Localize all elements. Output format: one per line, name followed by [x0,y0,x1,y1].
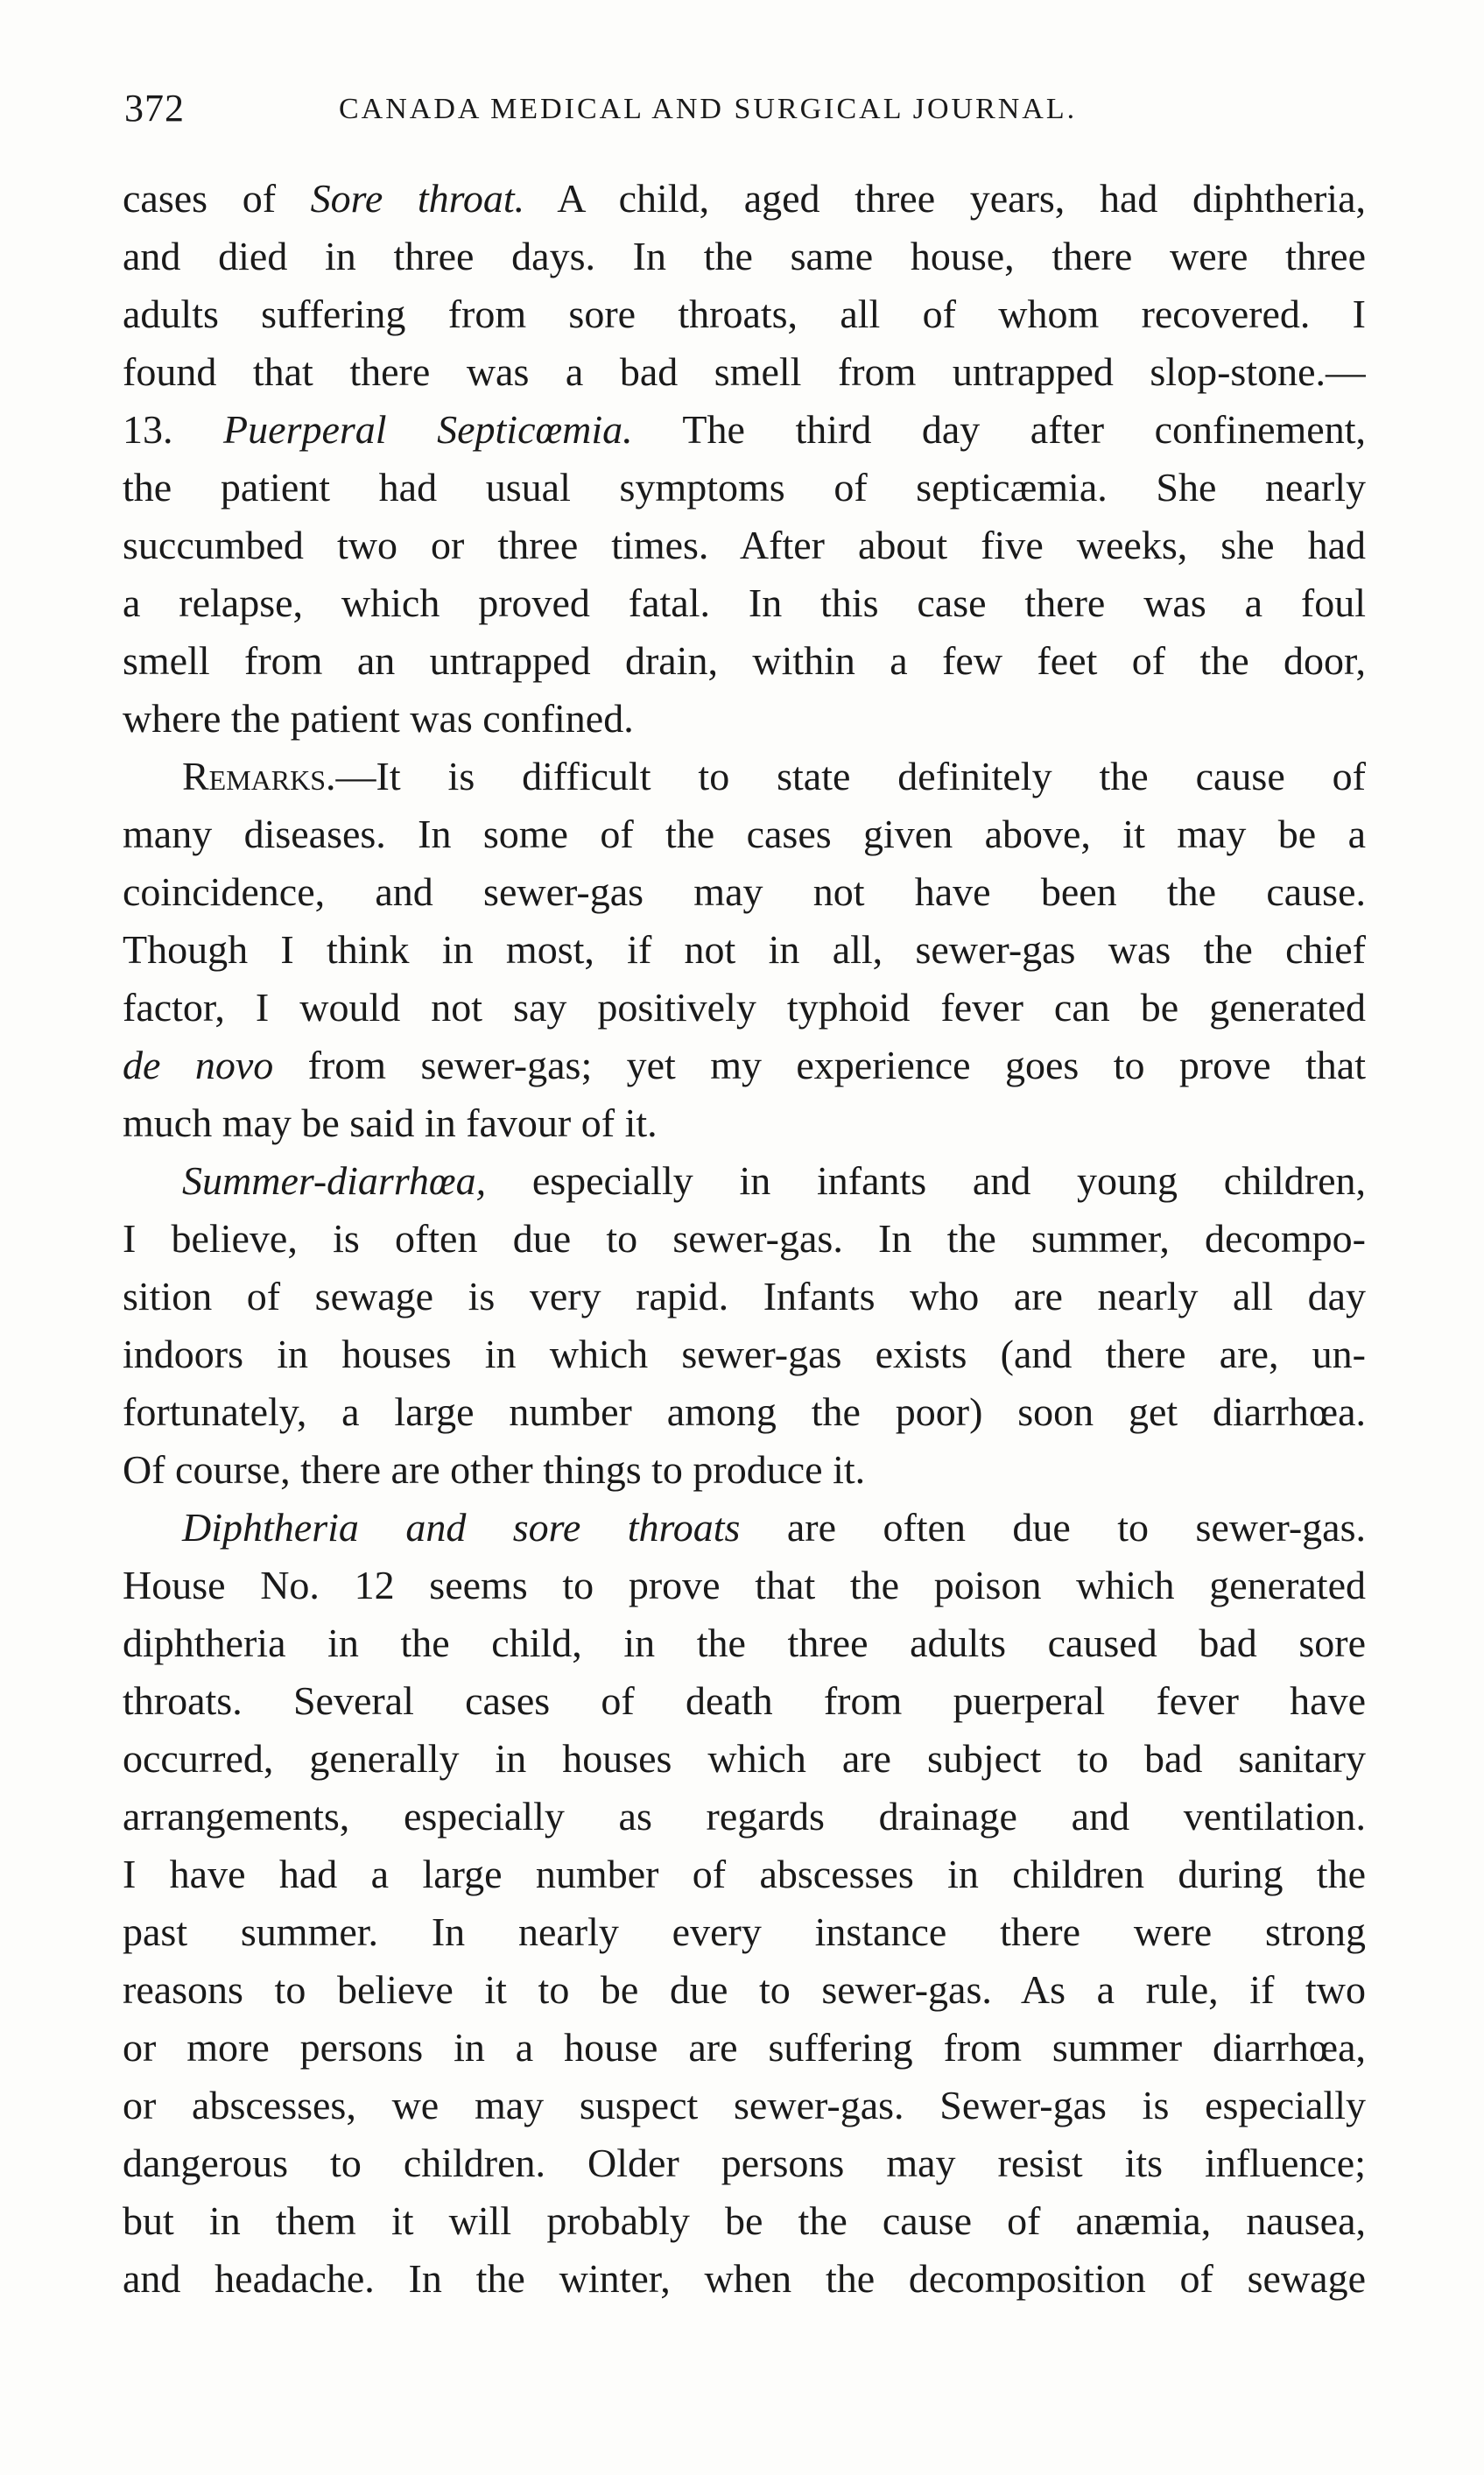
text-run: or more persons in a house are suffering from summer diarrhœa, [123,2025,1366,2070]
text-run: indoors in houses in which sewer-gas exists (and there are, un- [123,1332,1366,1376]
text-line [123,574,1366,632]
text-run: I have had a large number of abscesses in children during the [123,1852,1366,1896]
text-line [123,1268,1366,1325]
text-run: succumbed two or three times. After about five weeks, she had [123,523,1366,567]
text-run: the patient had usual symptoms of septicæmia. She nearly [123,465,1366,510]
text-line [123,1557,1366,1614]
text-line [123,1730,1366,1788]
text-run: smell from an untrapped drain, within a few feet of the door, [123,638,1366,683]
text-line [123,285,1366,343]
text-line [123,1846,1366,1903]
text-run: I believe, is often due to sewer-gas. In the summer, decompo- [123,1216,1366,1261]
text-run: arrangements, especially as regards drainage and ventilation. [123,1794,1366,1839]
text-line [123,2019,1366,2077]
text-line [123,1037,1366,1094]
text-run: past summer. In nearly every instance there were strong [123,1909,1366,1954]
text-line [123,1614,1366,1672]
text-line [123,459,1366,517]
text-line [123,2077,1366,2134]
text-run: where the patient was confined. [123,696,634,741]
text-line [123,1499,1366,1557]
text-run: A child, aged three years, had diphtheria, [524,176,1366,221]
text-run: a relapse, which proved fatal. In this case there was a foul [123,580,1366,625]
text-run: The third day after confinement, [632,407,1366,452]
text-line [123,921,1366,979]
text-line [123,1788,1366,1846]
text-run: House No. 12 seems to prove that the poison which generated [123,1563,1366,1607]
italic-phrase: de novo [123,1043,274,1087]
italic-phrase: Sore throat. [310,176,525,221]
text-line [123,1672,1366,1730]
text-run: or abscesses, we may suspect sewer-gas. Sewer-gas is especially [123,2083,1366,2127]
text-line [123,748,1366,805]
text-run: sition of sewage is very rapid. Infants who are nearly all day [123,1274,1366,1318]
text-run: occurred, generally in houses which are subject to bad sanitary [123,1736,1366,1781]
italic-phrase: Diphtheria and sore throats [182,1505,741,1550]
text-line [123,2250,1366,2308]
text-run: Of course, there are other things to produce it. [123,1447,866,1492]
text-line [123,2134,1366,2192]
text-line [123,1383,1366,1441]
italic-phrase: Summer-diarrhœa, [182,1158,487,1203]
text-run: throats. Several cases of death from puerperal fever have [123,1678,1366,1723]
text-line [123,1210,1366,1268]
body-text [123,170,1366,2308]
page-header [124,86,1350,138]
text-run: adults suffering from sore throats, all of whom recovered. I [123,292,1366,336]
text-run: much may be said in favour of it. [123,1100,658,1145]
text-run: 13. [123,407,224,452]
text-run: cases of [123,176,311,221]
text-run: factor, I would not say positively typhoid fever can be generated [123,985,1366,1030]
page-number: 372 [124,87,185,130]
text-run: but in them it will probably be the cause of anæmia, nausea, [123,2198,1366,2243]
text-run: fortunately, a large number among the poor) soon get diarrhœa. [123,1389,1366,1434]
text-run: and died in three days. In the same house, there were three [123,234,1366,278]
text-line [123,1903,1366,1961]
text-line [123,863,1366,921]
running-title: CANADA MEDICAL AND SURGICAL JOURNAL. [339,93,1078,125]
text-line [123,805,1366,863]
text-line [123,401,1366,459]
text-line [123,690,1366,748]
text-line [123,170,1366,228]
text-line [123,228,1366,285]
text-run: reasons to believe it to be due to sewer-gas. As a rule, if two [123,1967,1366,2012]
text-run: found that there was a bad smell from untrapped slop-stone.— [123,349,1366,394]
italic-phrase: Puerperal Septicœmia. [223,407,633,452]
section-label: Remarks. [182,754,336,798]
text-run: and headache. In the winter, when the decomposition of sewage [123,2256,1366,2301]
text-run: especially in infants and young children, [486,1158,1366,1203]
text-run: dangerous to children. Older persons may resist its influence; [123,2141,1366,2185]
text-line [123,979,1366,1037]
text-run: Though I think in most, if not in all, sewer-gas was the chief [123,927,1366,972]
text-line [123,632,1366,690]
text-run: from sewer-gas; yet my experience goes to prove that [273,1043,1366,1087]
text-line [123,517,1366,574]
text-line [123,343,1366,401]
text-run: coincidence, and sewer-gas may not have been the cause. [123,869,1366,914]
text-line [123,1094,1366,1152]
text-run: are often due to sewer-gas. [740,1505,1366,1550]
text-run: diphtheria in the child, in the three adults caused bad sore [123,1621,1366,1665]
text-line [123,1961,1366,2019]
text-line [123,1441,1366,1499]
text-run: —It is difficult to state definitely the cause of [335,754,1366,798]
text-run: many diseases. In some of the cases given above, it may be a [123,812,1366,856]
text-line [123,1152,1366,1210]
text-line [123,1325,1366,1383]
text-line [123,2192,1366,2250]
